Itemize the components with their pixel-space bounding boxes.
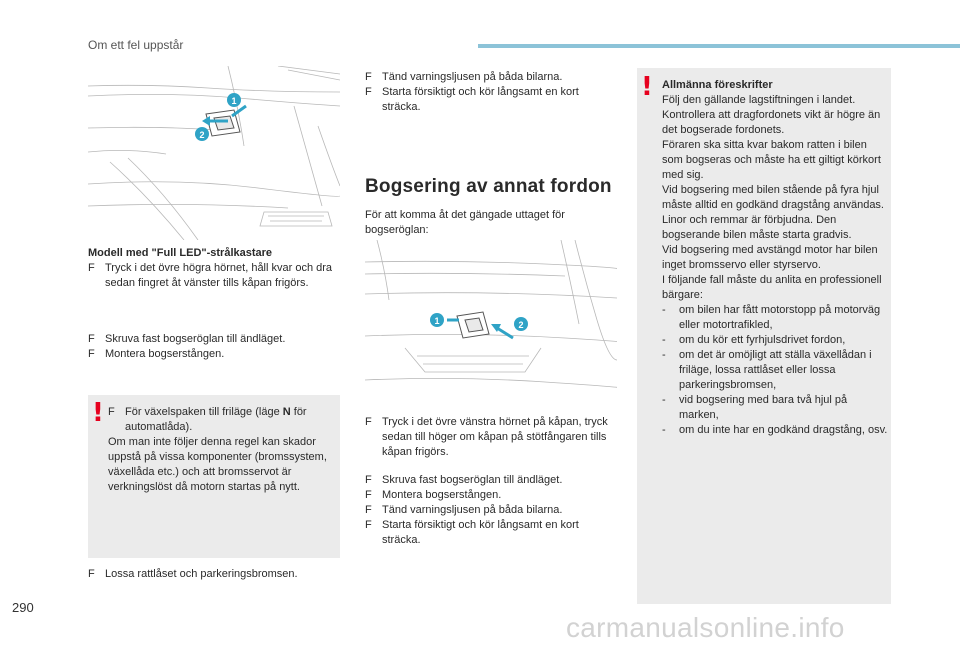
warning-icon: ! <box>92 398 104 428</box>
note-bullet-bold: N <box>282 406 291 418</box>
section-title: Om ett fel uppstår <box>88 38 184 52</box>
left-bullet-text: Skruva fast bogseröglan till ändläget. <box>105 333 286 345</box>
model-heading: Modell med "Full LED"-strålkastare <box>88 247 273 259</box>
left-bullet-text: Montera bogserstången. <box>105 348 225 360</box>
regulations-list-item <box>662 423 888 438</box>
bullet-marker: F <box>108 406 115 418</box>
list-item-text: om du inte har en godkänd dragstång, osv. <box>679 424 888 436</box>
regulations-list-item <box>662 333 888 348</box>
rear-bumper-line-drawing <box>365 240 617 412</box>
regulations-paragraph: I följande fall måste du anlita en professionell bärgare: <box>662 274 882 301</box>
left-last-bullet <box>88 567 340 582</box>
regulations-paragraph: Vid bogsering med bilen stående på fyra hjul måste alltid en godkänd dragstång användas. Linor och remmar är förbjudna. Den bogserande bilen måste starta gradvis. <box>662 184 884 241</box>
dash-marker: - <box>662 334 666 346</box>
list-item-text: om det är omöjligt att ställa växellådan i friläge, lossa rattlåset eller lossa parkeringsbromsen, <box>679 349 872 391</box>
middle-bullet-item <box>365 518 615 548</box>
left-bullet-item <box>88 332 338 347</box>
list-item-text: om du kör ett fyrhjulsdrivet fordon, <box>679 334 846 346</box>
left-column <box>88 246 338 291</box>
regulations-paragraph: Följ den gällande lagstiftningen i landet. <box>662 94 856 106</box>
callout-2-text: 2 <box>199 130 205 140</box>
note-text: Om man inte följer denna regel kan skador uppstå på vissa komponenter (bromssystem, växellåda etc.) och att bromsservot är verkningslöst då motorn startas på nytt. <box>108 436 327 493</box>
middle-bullet-item <box>365 488 615 503</box>
middle-bullet-text: Starta försiktigt och kör långsamt en kort sträcka. <box>382 519 579 546</box>
page-number: 290 <box>12 600 34 615</box>
middle-bullet-text: Skruva fast bogseröglan till ändläget. <box>382 474 563 486</box>
watermark: carmanualsonline.info <box>566 612 845 643</box>
list-item-text: vid bogsering med bara två hjul på marken, <box>679 394 848 421</box>
warning-icon: ! <box>641 72 653 102</box>
intro-text: För att komma åt det gängade uttaget för bogseröglan: <box>365 209 565 236</box>
middle-bullet-text: Tänd varningsljusen på båda bilarna. <box>382 71 563 83</box>
middle-bullet-text: Starta försiktigt och kör långsamt en kort sträcka. <box>382 86 579 113</box>
dash-marker: - <box>662 349 666 361</box>
regulations-list-item <box>662 393 888 423</box>
note-bullet <box>108 405 334 435</box>
bullet-marker: F <box>365 489 372 501</box>
left-bullet-text: Lossa rattlåset och parkeringsbromsen. <box>105 568 298 580</box>
bullet-marker: F <box>365 71 372 83</box>
regulations-paragraph: Vid bogsering med avstängd motor har bilen inget bromsservo eller styrservo. <box>662 244 878 271</box>
middle-top-bullets <box>365 70 615 115</box>
note-bullet-suffix: för automatlåda). <box>125 406 307 433</box>
rear-bumper-illustration <box>365 240 617 412</box>
left-bullet-item <box>88 261 338 291</box>
middle-intro <box>365 208 605 238</box>
bullet-marker: F <box>365 474 372 486</box>
note-bullet-prefix: För växelspaken till friläge (läge <box>125 406 283 418</box>
section-heading: Bogsering av annat fordon <box>365 176 612 197</box>
callout-1-text: 1 <box>231 96 237 106</box>
header-accent-bar <box>478 44 960 48</box>
bullet-marker: F <box>365 504 372 516</box>
bullet-marker: F <box>365 519 372 531</box>
bullet-marker: F <box>365 86 372 98</box>
warning-note <box>108 405 334 495</box>
bullet-marker: F <box>88 333 95 345</box>
left-bullets-b <box>88 332 338 362</box>
regulations-paragraph: Föraren ska sitta kvar bakom ratten i bilen som bogseras och måste ha ett giltigt körkort med sig. <box>662 139 881 181</box>
bullet-marker: F <box>88 262 95 274</box>
callout-2-text: 2 <box>518 320 524 330</box>
middle-bullet-item <box>365 415 615 460</box>
middle-bullet-item <box>365 473 615 488</box>
regulations-paragraph: Kontrollera att dragfordonets vikt är högre än det bogserade fordonets. <box>662 109 881 136</box>
bumper-line-drawing <box>88 66 340 240</box>
middle-bullet-item <box>365 503 615 518</box>
list-item-text: om bilen har fått motorstopp på motorväg eller motortrafikled, <box>679 304 881 331</box>
bullet-marker: F <box>365 416 372 428</box>
regulations-text <box>662 78 888 438</box>
middle-bullets-a <box>365 415 615 460</box>
middle-bullets-b <box>365 473 615 548</box>
dash-marker: - <box>662 424 666 436</box>
dash-marker: - <box>662 304 666 316</box>
middle-bullet-item <box>365 85 615 115</box>
callout-1-text: 1 <box>434 316 440 326</box>
middle-bullet-text: Montera bogserstången. <box>382 489 502 501</box>
regulations-list-item <box>662 303 888 333</box>
middle-bullet-text: Tryck i det övre vänstra hörnet på kåpan, tryck sedan till höger om kåpan på stötfångaren tills kåpan frigörs. <box>382 416 608 458</box>
middle-bullet-text: Tänd varningsljusen på båda bilarna. <box>382 504 563 516</box>
bullet-marker: F <box>88 568 95 580</box>
regulations-list-item <box>662 348 888 393</box>
left-bullet-text: Tryck i det övre högra hörnet, håll kvar och dra sedan fingret åt vänster tills kåpan frigörs. <box>105 262 333 289</box>
middle-bullet-item <box>365 70 615 85</box>
regulations-title: Allmänna föreskrifter <box>662 79 773 91</box>
left-bullet-item <box>88 347 338 362</box>
dash-marker: - <box>662 394 666 406</box>
front-bumper-illustration <box>88 66 340 240</box>
bullet-marker: F <box>88 348 95 360</box>
left-bullet-item <box>88 567 340 582</box>
